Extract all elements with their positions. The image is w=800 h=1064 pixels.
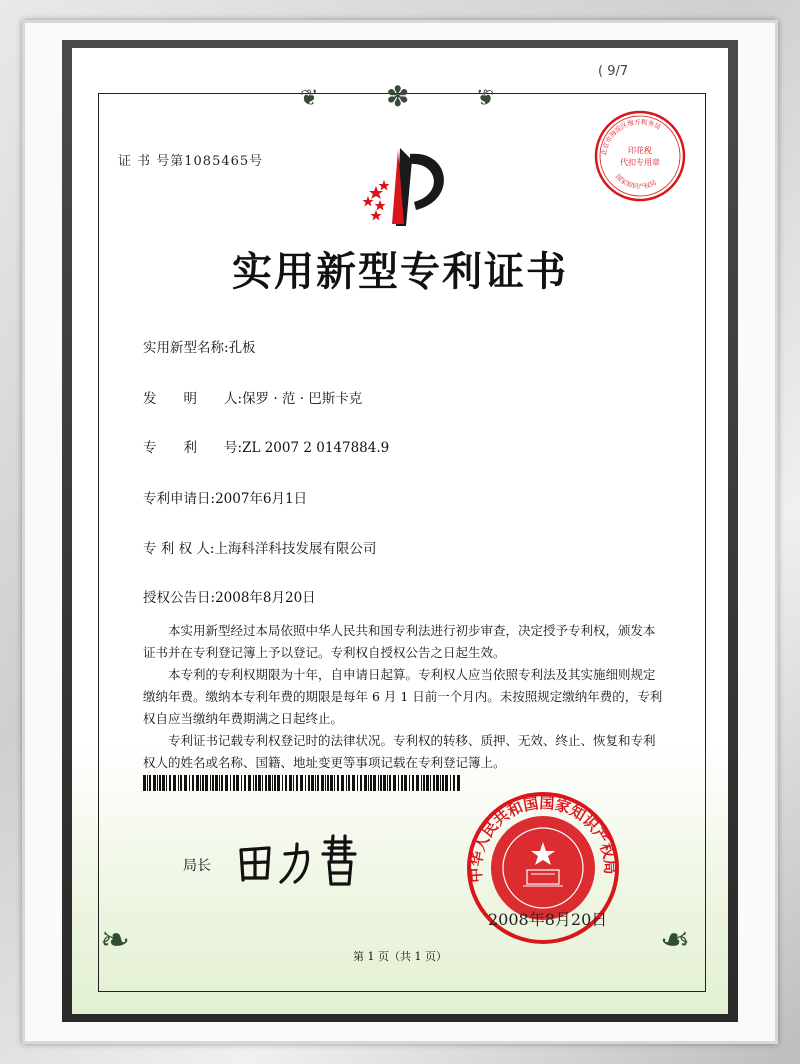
barcode-bar xyxy=(453,775,455,791)
barcode-bar xyxy=(230,775,231,791)
barcode-bar xyxy=(337,775,339,791)
bottom-left-ornament-icon: ❧ xyxy=(100,920,131,961)
paragraph-term: 本专利的专利权期限为十年，自申请日起算。专利权人应当依照专利法及其实施细则规定缴纳年费。缴纳本专利年费的期限是每年 6 月 1 日前一个月内。未按照规定缴纳年费的，专利权自应当缴纳年费期满之日起终止。 xyxy=(143,667,663,726)
barcode-bar xyxy=(423,775,425,791)
barcode-bar xyxy=(378,775,379,791)
field-value: 保罗 · 范 · 巴斯卡克 xyxy=(242,391,363,407)
barcode-bar xyxy=(162,775,165,791)
barcode-bar xyxy=(421,775,422,791)
barcode-bar xyxy=(184,775,187,791)
barcode-bar xyxy=(147,775,148,791)
field-value: 2007年6月1日 xyxy=(215,491,308,507)
barcode-bar xyxy=(389,775,391,791)
barcode-bar xyxy=(253,775,254,791)
field-label: 专 利 权 人: xyxy=(143,541,215,557)
barcode-bar xyxy=(202,775,204,791)
handwritten-mark: ( 9/7 xyxy=(598,64,629,79)
paragraph-legal-status: 专利证书记载专利权登记时的法律状况。专利权的转移、质押、无效、终止、恢复和专利权人的姓名或名称、国籍、地址变更等事项记载在专利登记簿上。 xyxy=(143,733,656,770)
barcode-bar xyxy=(200,775,201,791)
field-label: 授权公告日: xyxy=(143,590,216,606)
barcode-bar xyxy=(330,775,333,791)
barcode-bar xyxy=(398,775,399,791)
certificate-body xyxy=(143,620,663,774)
field-value: 孔板 xyxy=(228,340,256,356)
barcode-bar xyxy=(311,775,314,791)
barcode xyxy=(143,775,463,791)
barcode-bar xyxy=(321,775,324,791)
barcode-bar xyxy=(357,775,358,791)
seal-text: 中华人民共和国国家知识产权局 xyxy=(466,794,620,884)
barcode-bar xyxy=(401,775,403,791)
field-value: 上海科洋科技发展有限公司 xyxy=(214,541,377,557)
barcode-bar xyxy=(296,775,298,791)
barcode-bar xyxy=(293,775,294,791)
director-label: 局长 xyxy=(183,858,211,874)
field-inventor xyxy=(143,387,362,407)
barcode-bar xyxy=(308,775,310,791)
sipo-logo-icon xyxy=(340,140,460,232)
barcode-bar xyxy=(215,775,218,791)
barcode-bar xyxy=(426,775,429,791)
barcode-bar xyxy=(450,775,451,791)
field-label: 发 明 人: xyxy=(143,391,243,407)
barcode-bar xyxy=(373,775,376,791)
svg-text:印花税: 印花税 xyxy=(628,146,652,155)
barcode-bar xyxy=(352,775,355,791)
barcode-bar xyxy=(289,775,292,791)
svg-text:国家知识产权局: 国家知识产权局 xyxy=(613,172,658,191)
field-grant-date xyxy=(143,586,316,606)
top-ornament-center-icon: ✽ xyxy=(386,80,410,113)
seal-date: 2008年8月20日 xyxy=(488,910,608,929)
barcode-bar xyxy=(370,775,372,791)
barcode-bar xyxy=(412,775,414,791)
barcode-bar xyxy=(149,775,151,791)
certificate-title: 实用新型专利证书 xyxy=(232,248,568,295)
barcode-bar xyxy=(180,775,182,791)
barcode-bar xyxy=(317,775,319,791)
barcode-bar xyxy=(225,775,228,791)
barcode-bar xyxy=(268,775,271,791)
field-value: 2008年8月20日 xyxy=(215,590,316,606)
page-number: 第 1 页（共 1 页） xyxy=(353,950,447,963)
paragraph-examination: 本实用新型经过本局依照中华人民共和国专利法进行初步审查，决定授予专利权，颁发本证书并在专利登记簿上予以登记。专利权自授权公告之日起生效。 xyxy=(143,623,656,660)
field-application-date xyxy=(143,487,307,507)
barcode-bar xyxy=(178,775,179,791)
barcode-bar xyxy=(305,775,306,791)
barcode-bar xyxy=(380,775,382,791)
field-label: 专利申请日: xyxy=(143,491,216,507)
barcode-bar xyxy=(416,775,419,791)
barcode-bar xyxy=(300,775,303,791)
barcode-bar xyxy=(285,775,287,791)
barcode-bar xyxy=(221,775,223,791)
barcode-bar xyxy=(157,775,158,791)
barcode-bar xyxy=(210,775,211,791)
barcode-bar xyxy=(325,775,326,791)
barcode-bar xyxy=(409,775,410,791)
barcode-bar xyxy=(166,775,167,791)
barcode-bar xyxy=(153,775,156,791)
barcode-bar xyxy=(233,775,235,791)
barcode-bar xyxy=(445,775,448,791)
field-label: 实用新型名称: xyxy=(143,340,229,356)
barcode-bar xyxy=(457,775,460,791)
tax-seal-stamp xyxy=(592,108,688,204)
barcode-bar xyxy=(236,775,239,791)
barcode-bar xyxy=(277,775,280,791)
barcode-bar xyxy=(173,775,176,791)
barcode-bar xyxy=(387,775,388,791)
barcode-bar xyxy=(196,775,199,791)
barcode-bar xyxy=(189,775,190,791)
barcode-bar xyxy=(393,775,396,791)
field-patent-number xyxy=(143,436,389,456)
barcode-bar xyxy=(262,775,263,791)
bottom-right-ornament-icon: ❧ xyxy=(660,920,691,961)
field-patentee xyxy=(143,537,376,557)
barcode-bar xyxy=(404,775,407,791)
director-signature xyxy=(233,832,373,892)
field-value: ZL 2007 2 0147884.9 xyxy=(242,440,390,456)
barcode-bar xyxy=(282,775,283,791)
barcode-bar xyxy=(192,775,194,791)
barcode-bar xyxy=(360,775,362,791)
barcode-bar xyxy=(244,775,246,791)
certificate-number: 证 书 号第1085465号 xyxy=(118,154,264,169)
svg-text:北京市海淀区地方税务局: 北京市海淀区地方税务局 xyxy=(599,117,662,157)
barcode-bar xyxy=(440,775,441,791)
field-utility-model-name xyxy=(143,336,256,356)
top-ornament-left-icon: ❦ xyxy=(300,86,319,111)
barcode-bar xyxy=(143,775,146,791)
barcode-bar xyxy=(436,775,439,791)
svg-text:代扣专用章: 代扣专用章 xyxy=(620,158,660,167)
barcode-bar xyxy=(274,775,276,791)
barcode-bar xyxy=(430,775,431,791)
barcode-bar xyxy=(433,775,435,791)
barcode-bar xyxy=(212,775,214,791)
barcode-bar xyxy=(327,775,329,791)
barcode-bar xyxy=(248,775,251,791)
top-ornament-right-icon: ❦ xyxy=(476,86,495,111)
barcode-bar xyxy=(368,775,369,791)
barcode-bar xyxy=(348,775,350,791)
barcode-bar xyxy=(364,775,367,791)
barcode-bar xyxy=(334,775,335,791)
barcode-bar xyxy=(205,775,208,791)
barcode-bar xyxy=(265,775,267,791)
barcode-bar xyxy=(315,775,316,791)
barcode-bar xyxy=(219,775,220,791)
barcode-bar xyxy=(241,775,242,791)
barcode-bar xyxy=(383,775,386,791)
barcode-bar xyxy=(258,775,261,791)
field-label: 专 利 号: xyxy=(143,440,243,456)
barcode-bar xyxy=(255,775,257,791)
barcode-bar xyxy=(442,775,444,791)
barcode-bar xyxy=(169,775,171,791)
barcode-bar xyxy=(159,775,161,791)
barcode-bar xyxy=(346,775,347,791)
barcode-bar xyxy=(341,775,344,791)
barcode-bar xyxy=(272,775,273,791)
